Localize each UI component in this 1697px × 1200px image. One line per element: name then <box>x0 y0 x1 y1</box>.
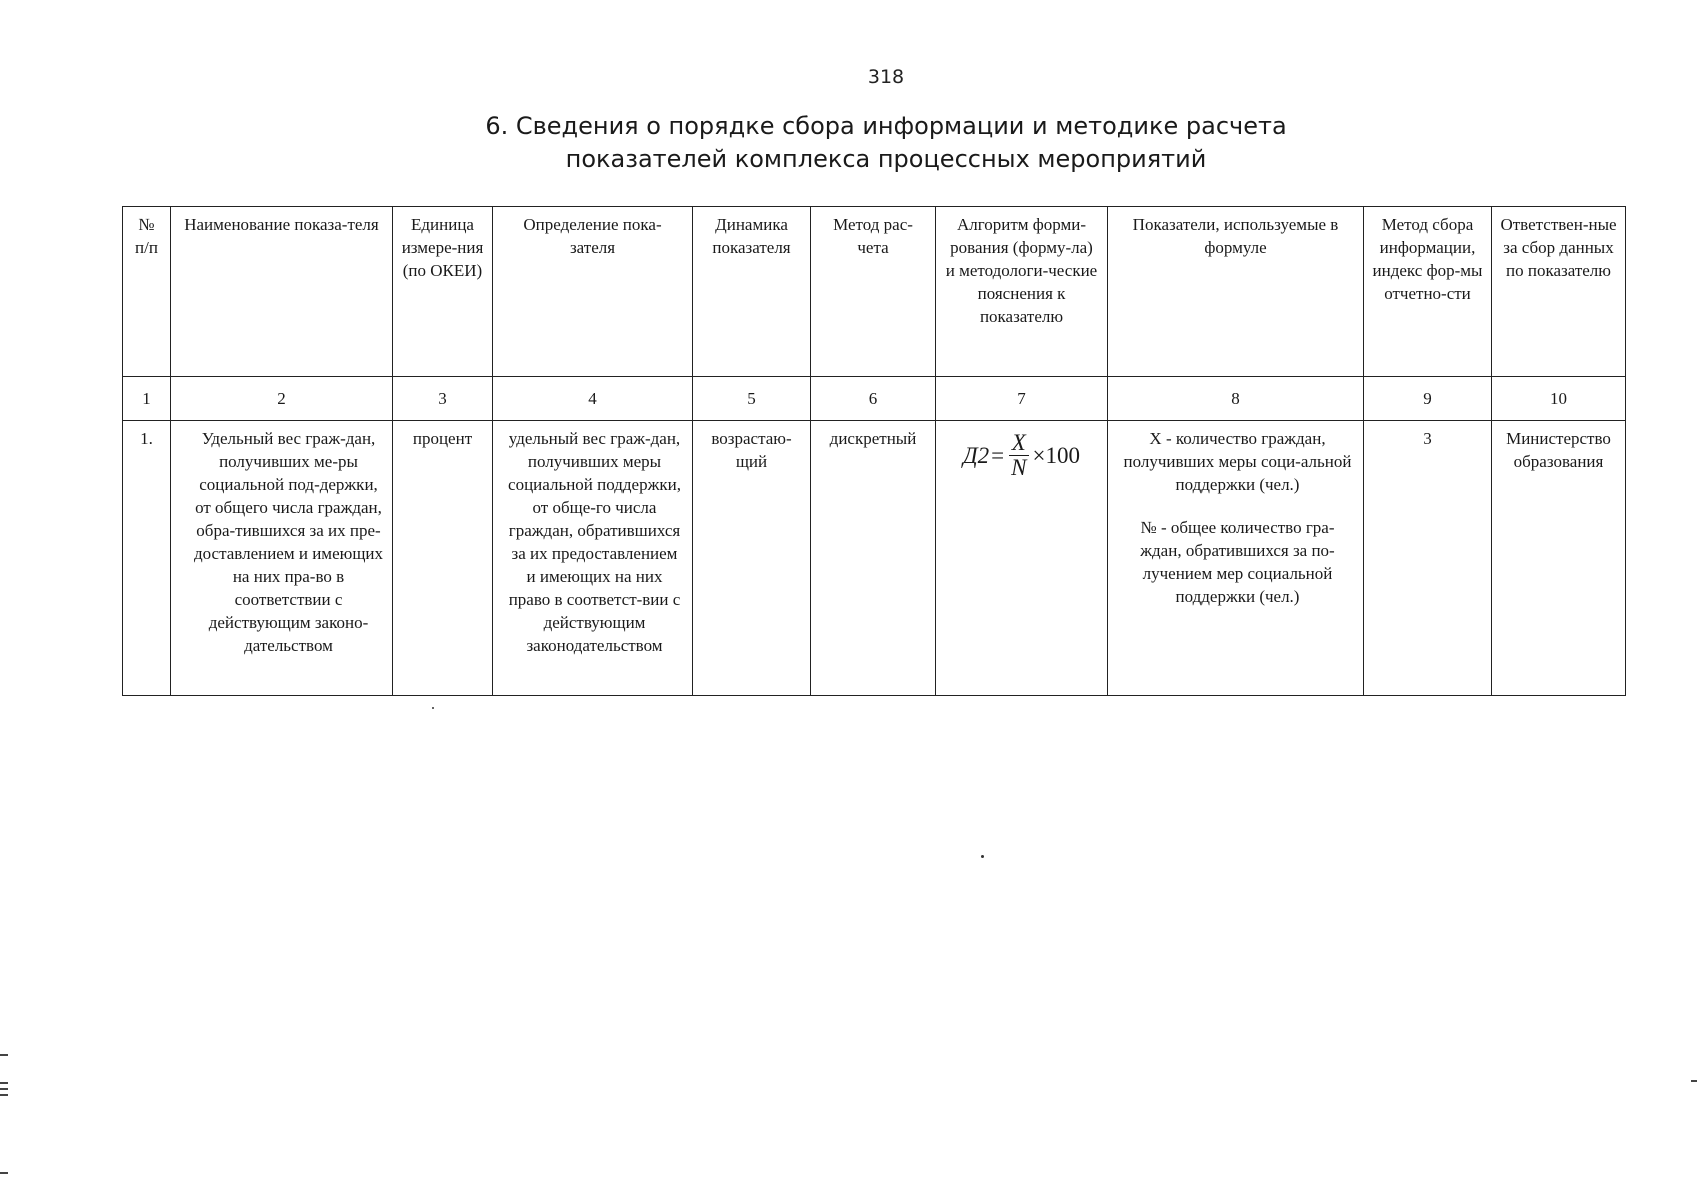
scan-edge-mark <box>0 1082 8 1084</box>
dynamics-cell: возрастаю-щий <box>693 421 811 696</box>
scan-speck <box>432 707 434 709</box>
section-title-line-2: показателей комплекса процессных мероприятий <box>565 145 1207 173</box>
indicator-x-description: X - количество граждан, получивших меры соци-альной поддержки (чел.) <box>1123 429 1352 494</box>
section-title <box>0 110 1697 176</box>
formula <box>963 431 1080 480</box>
header-cell-number: № п/п <box>123 207 171 377</box>
scan-edge-mark <box>1691 1080 1697 1082</box>
indicator-n-description: № - общее количество гра-ждан, обратившихся за по-лучением мер социальной поддержки (чел.) <box>1140 518 1335 606</box>
header-cell-unit: Единица измере-ния (по ОКЕИ) <box>393 207 493 377</box>
header-cell-formula-indicators: Показатели, используемые в формуле <box>1108 207 1364 377</box>
scan-edge-mark <box>0 1172 8 1174</box>
column-number-cell: 10 <box>1492 377 1626 421</box>
formula-lhs: Д2 <box>963 443 990 468</box>
formula-denominator: N <box>1011 455 1027 480</box>
section-title-line-1: 6. Сведения о порядке сбора информации и методике расчета <box>485 112 1287 140</box>
formula-equals: = <box>991 443 1005 468</box>
header-cell-name: Наименование показа-теля <box>171 207 393 377</box>
formula-fraction <box>1008 431 1029 480</box>
scan-speck <box>981 855 984 858</box>
formula-indicators-cell <box>1108 421 1364 696</box>
header-cell-algorithm: Алгоритм форми-рования (форму-ла) и методологи-ческие пояснения к показателю <box>936 207 1108 377</box>
header-cell-definition: Определение пока-зателя <box>493 207 693 377</box>
row-number-cell: 1. <box>123 421 171 696</box>
table-row <box>123 421 1626 696</box>
column-number-cell: 4 <box>493 377 693 421</box>
column-number-cell: 7 <box>936 377 1108 421</box>
table-header-row <box>123 207 1626 377</box>
unit-cell: процент <box>393 421 493 696</box>
header-cell-responsible: Ответствен-ные за сбор данных по показателю <box>1492 207 1626 377</box>
header-cell-dynamics: Динамика показателя <box>693 207 811 377</box>
column-number-cell: 6 <box>811 377 936 421</box>
column-number-cell: 5 <box>693 377 811 421</box>
indicator-name-cell: Удельный вес граж-дан, получивших ме-ры социальной под-держки, от общего числа граждан, обра-тившихся за их пре-доставлением и имеющих на них пра-во в соответствии с действующим законо-дательством <box>171 421 393 696</box>
column-number-cell: 9 <box>1364 377 1492 421</box>
page-number: 318 <box>867 66 905 88</box>
collection-method-cell: 3 <box>1364 421 1492 696</box>
column-number-cell: 1 <box>123 377 171 421</box>
formula-numerator: X <box>1009 431 1029 456</box>
header-cell-method: Метод рас-чета <box>811 207 936 377</box>
scan-edge-mark <box>0 1088 8 1090</box>
column-number-cell: 3 <box>393 377 493 421</box>
indicators-table <box>122 206 1626 696</box>
scan-edge-mark <box>0 1054 8 1056</box>
scan-edge-mark <box>0 1094 8 1096</box>
header-cell-collection-method: Метод сбора информации, индекс фор-мы отчетно-сти <box>1364 207 1492 377</box>
responsible-cell: Министерство образования <box>1492 421 1626 696</box>
column-number-cell: 2 <box>171 377 393 421</box>
definition-cell: удельный вес граж-дан, получивших меры социальной поддержки, от обще-го числа граждан, обратившихся за их предоставлением и имеющих на них право в соответст-вии с действующим законодательством <box>493 421 693 696</box>
column-number-row <box>123 377 1626 421</box>
formula-cell <box>936 421 1108 696</box>
formula-multiplier: ×100 <box>1032 443 1080 468</box>
column-number-cell: 8 <box>1108 377 1364 421</box>
calculation-method-cell: дискретный <box>811 421 936 696</box>
